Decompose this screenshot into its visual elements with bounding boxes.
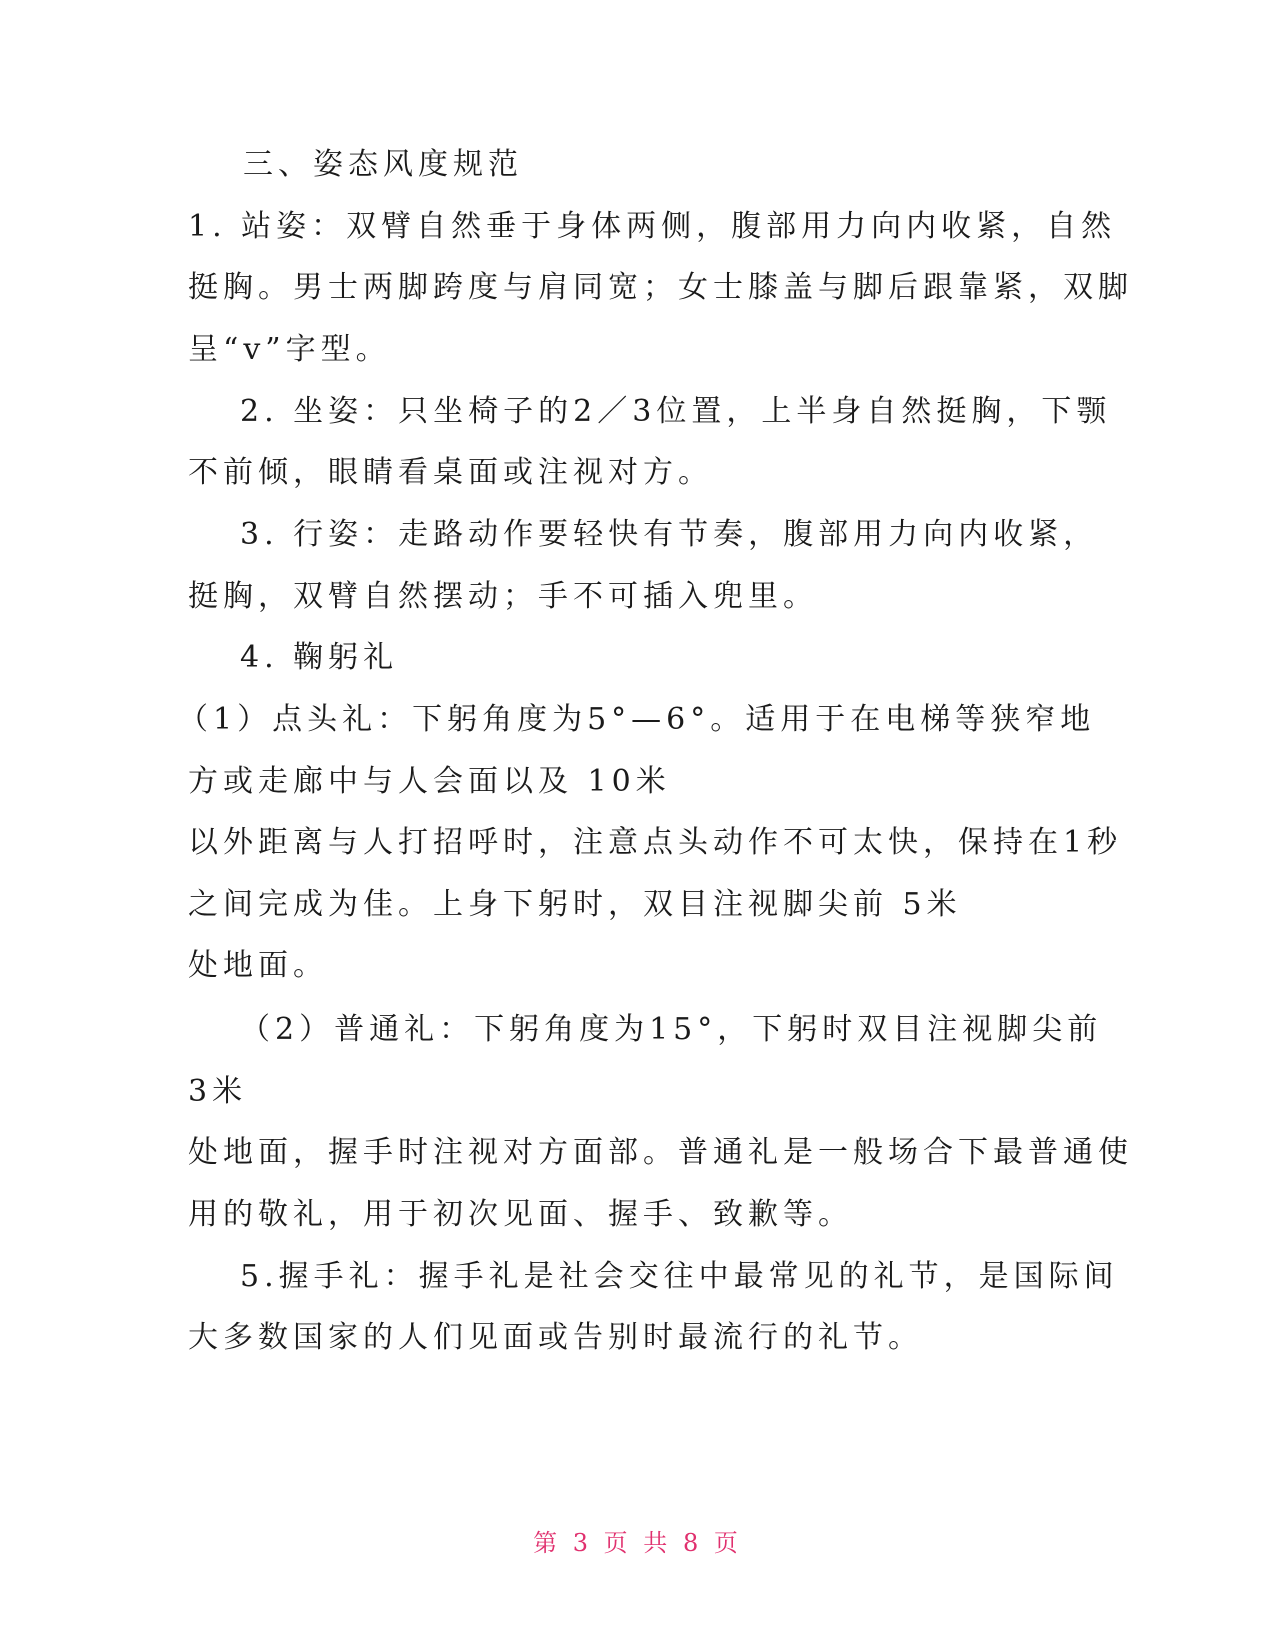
paragraph-line: 挺胸，双臂自然摆动；手不可插入兜里。 [188,579,818,614]
paragraph-line: 挺胸。男士两脚跨度与肩同宽；女士膝盖与脚后跟靠紧，双脚 [188,270,1133,305]
paragraph-line: （2）普通礼：下躬角度为15°，下躬时双目注视脚尖前 [240,1012,1103,1047]
paragraph-line: 用的敬礼，用于初次见面、握手、致歉等。 [188,1197,853,1232]
page-number-footer: 第 3 页 共 8 页 [533,1529,742,1557]
section-heading: 三、姿态风度规范 [243,147,523,182]
paragraph-line: 大多数国家的人们见面或告别时最流行的礼节。 [188,1320,923,1355]
paragraph-line: （1）点头礼：下躬角度为5°—6°。适用于在电梯等狭窄地 [178,702,1096,737]
paragraph-line: 5.握手礼：握手礼是社会交往中最常见的礼节，是国际间 [240,1259,1119,1294]
paragraph-line: 3米 [188,1074,248,1109]
paragraph-line: 方或走廊中与人会面以及 10米 [188,764,671,799]
paragraph-line: 不前倾，眼睛看桌面或注视对方。 [188,455,713,490]
paragraph-line: 2. 坐姿：只坐椅子的2／3位置，上半身自然挺胸，下颚 [240,394,1112,429]
paragraph-line: 处地面。 [188,948,328,983]
paragraph-line: 3. 行姿：走路动作要轻快有节奏，腹部用力向内收紧， [240,517,1099,552]
paragraph-line: 以外距离与人打招呼时，注意点头动作不可太快，保持在1秒 [188,825,1123,860]
paragraph-line: 1. 站姿：双臂自然垂于身体两侧，腹部用力向内收紧，自然 [188,209,1117,244]
paragraph-line: 处地面，握手时注视对方面部。普通礼是一般场合下最普通使 [188,1135,1133,1170]
paragraph-line: 之间完成为佳。上身下躬时，双目注视脚尖前 5米 [188,887,962,922]
paragraph-line: 呈“v”字型。 [188,332,391,367]
subsection-heading: 4. 鞠躬礼 [240,640,399,675]
